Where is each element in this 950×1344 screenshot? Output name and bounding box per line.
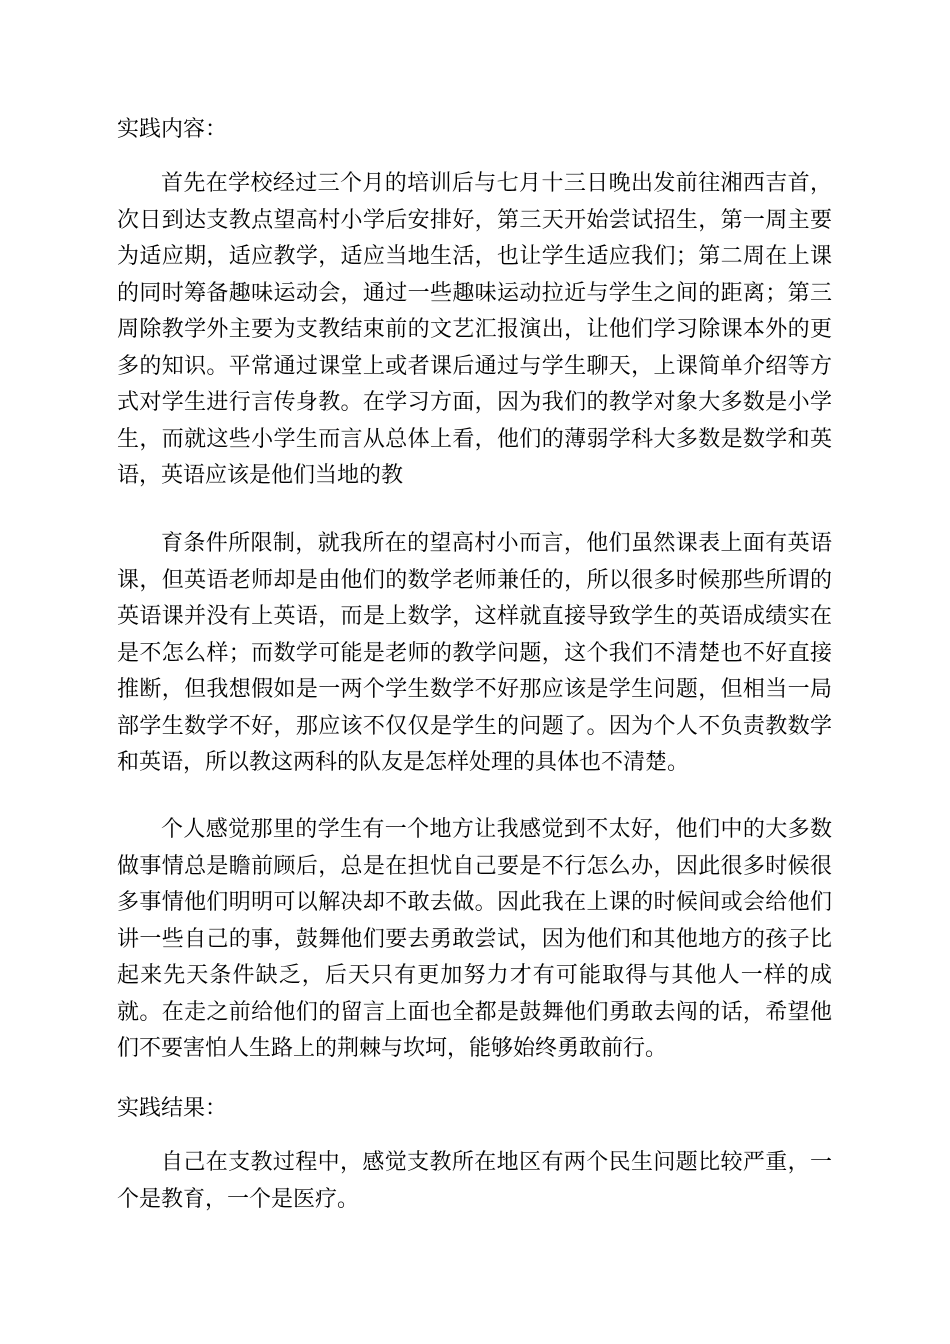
paragraph-student-courage: 个人感觉那里的学生有一个地方让我感觉到不太好，他们中的大多数做事情总是瞻前顾后，总是在担忧自己要是不行怎么办，因此很多时候很多事情他们明明可以解决却不敢去做。因此我在上课的时候间或会给他们讲一些自己的事，鼓舞他们要去勇敢尝试，因为他们和其他地方的孩子比起来先天条件缺乏，后天只有更加努力才有可能取得与其他人一样的成就。在走之前给他们的留言上面也全都是鼓舞他们勇敢去闯的话，希望他们不要害怕人生路上的荆棘与坎坷，能够始终勇敢前行。 xyxy=(117,817,832,1061)
paragraph-schedule: 首先在学校经过三个月的培训后与七月十三日晚出发前往湘西吉首，次日到达支教点望高村小学后安排好，第三天开始尝试招生，第一周主要为适应期，适应教学，适应当地生活，也让学生适应我们；第二周在上课的同时筹备趣味运动会，通过一些趣味运动拉近与学生之间的距离；第三周除教学外主要为支教结束前的文艺汇报演出，让他们学习除课本外的更多的知识。平常通过课堂上或者课后通过与学生聊天，上课简单介绍等方式对学生进行言传身教。在学习方面，因为我们的教学对象大多数是小学生，而就这些小学生而言从总体上看，他们的薄弱学科大多数是数学和英语，英语应该是他们当地的教 xyxy=(117,171,832,488)
section-heading-practice-results: 实践结果： xyxy=(117,1096,228,1121)
paragraph-livelihood-issues: 自己在支教过程中，感觉支教所在地区有两个民生问题比较严重，一个是教育，一个是医疗。 xyxy=(117,1150,832,1212)
paragraph-english-math: 育条件所限制，就我所在的望高村小而言，他们虽然课表上面有英语课，但英语老师却是由他们的数学老师兼任的，所以很多时候那些所谓的英语课并没有上英语，而是上数学，这样就直接导致学生的英语成绩实在是不怎么样；而数学可能是老师的教学问题，这个我们不清楚也不好直接推断，但我想假如是一两个学生数学不好那应该是学生问题，但相当一局部学生数学不好，那应该不仅仅是学生的问题了。因为个人不负责教数学和英语，所以教这两科的队友是怎样处理的具体也不清楚。 xyxy=(117,531,832,775)
section-heading-practice-content: 实践内容： xyxy=(117,117,228,142)
